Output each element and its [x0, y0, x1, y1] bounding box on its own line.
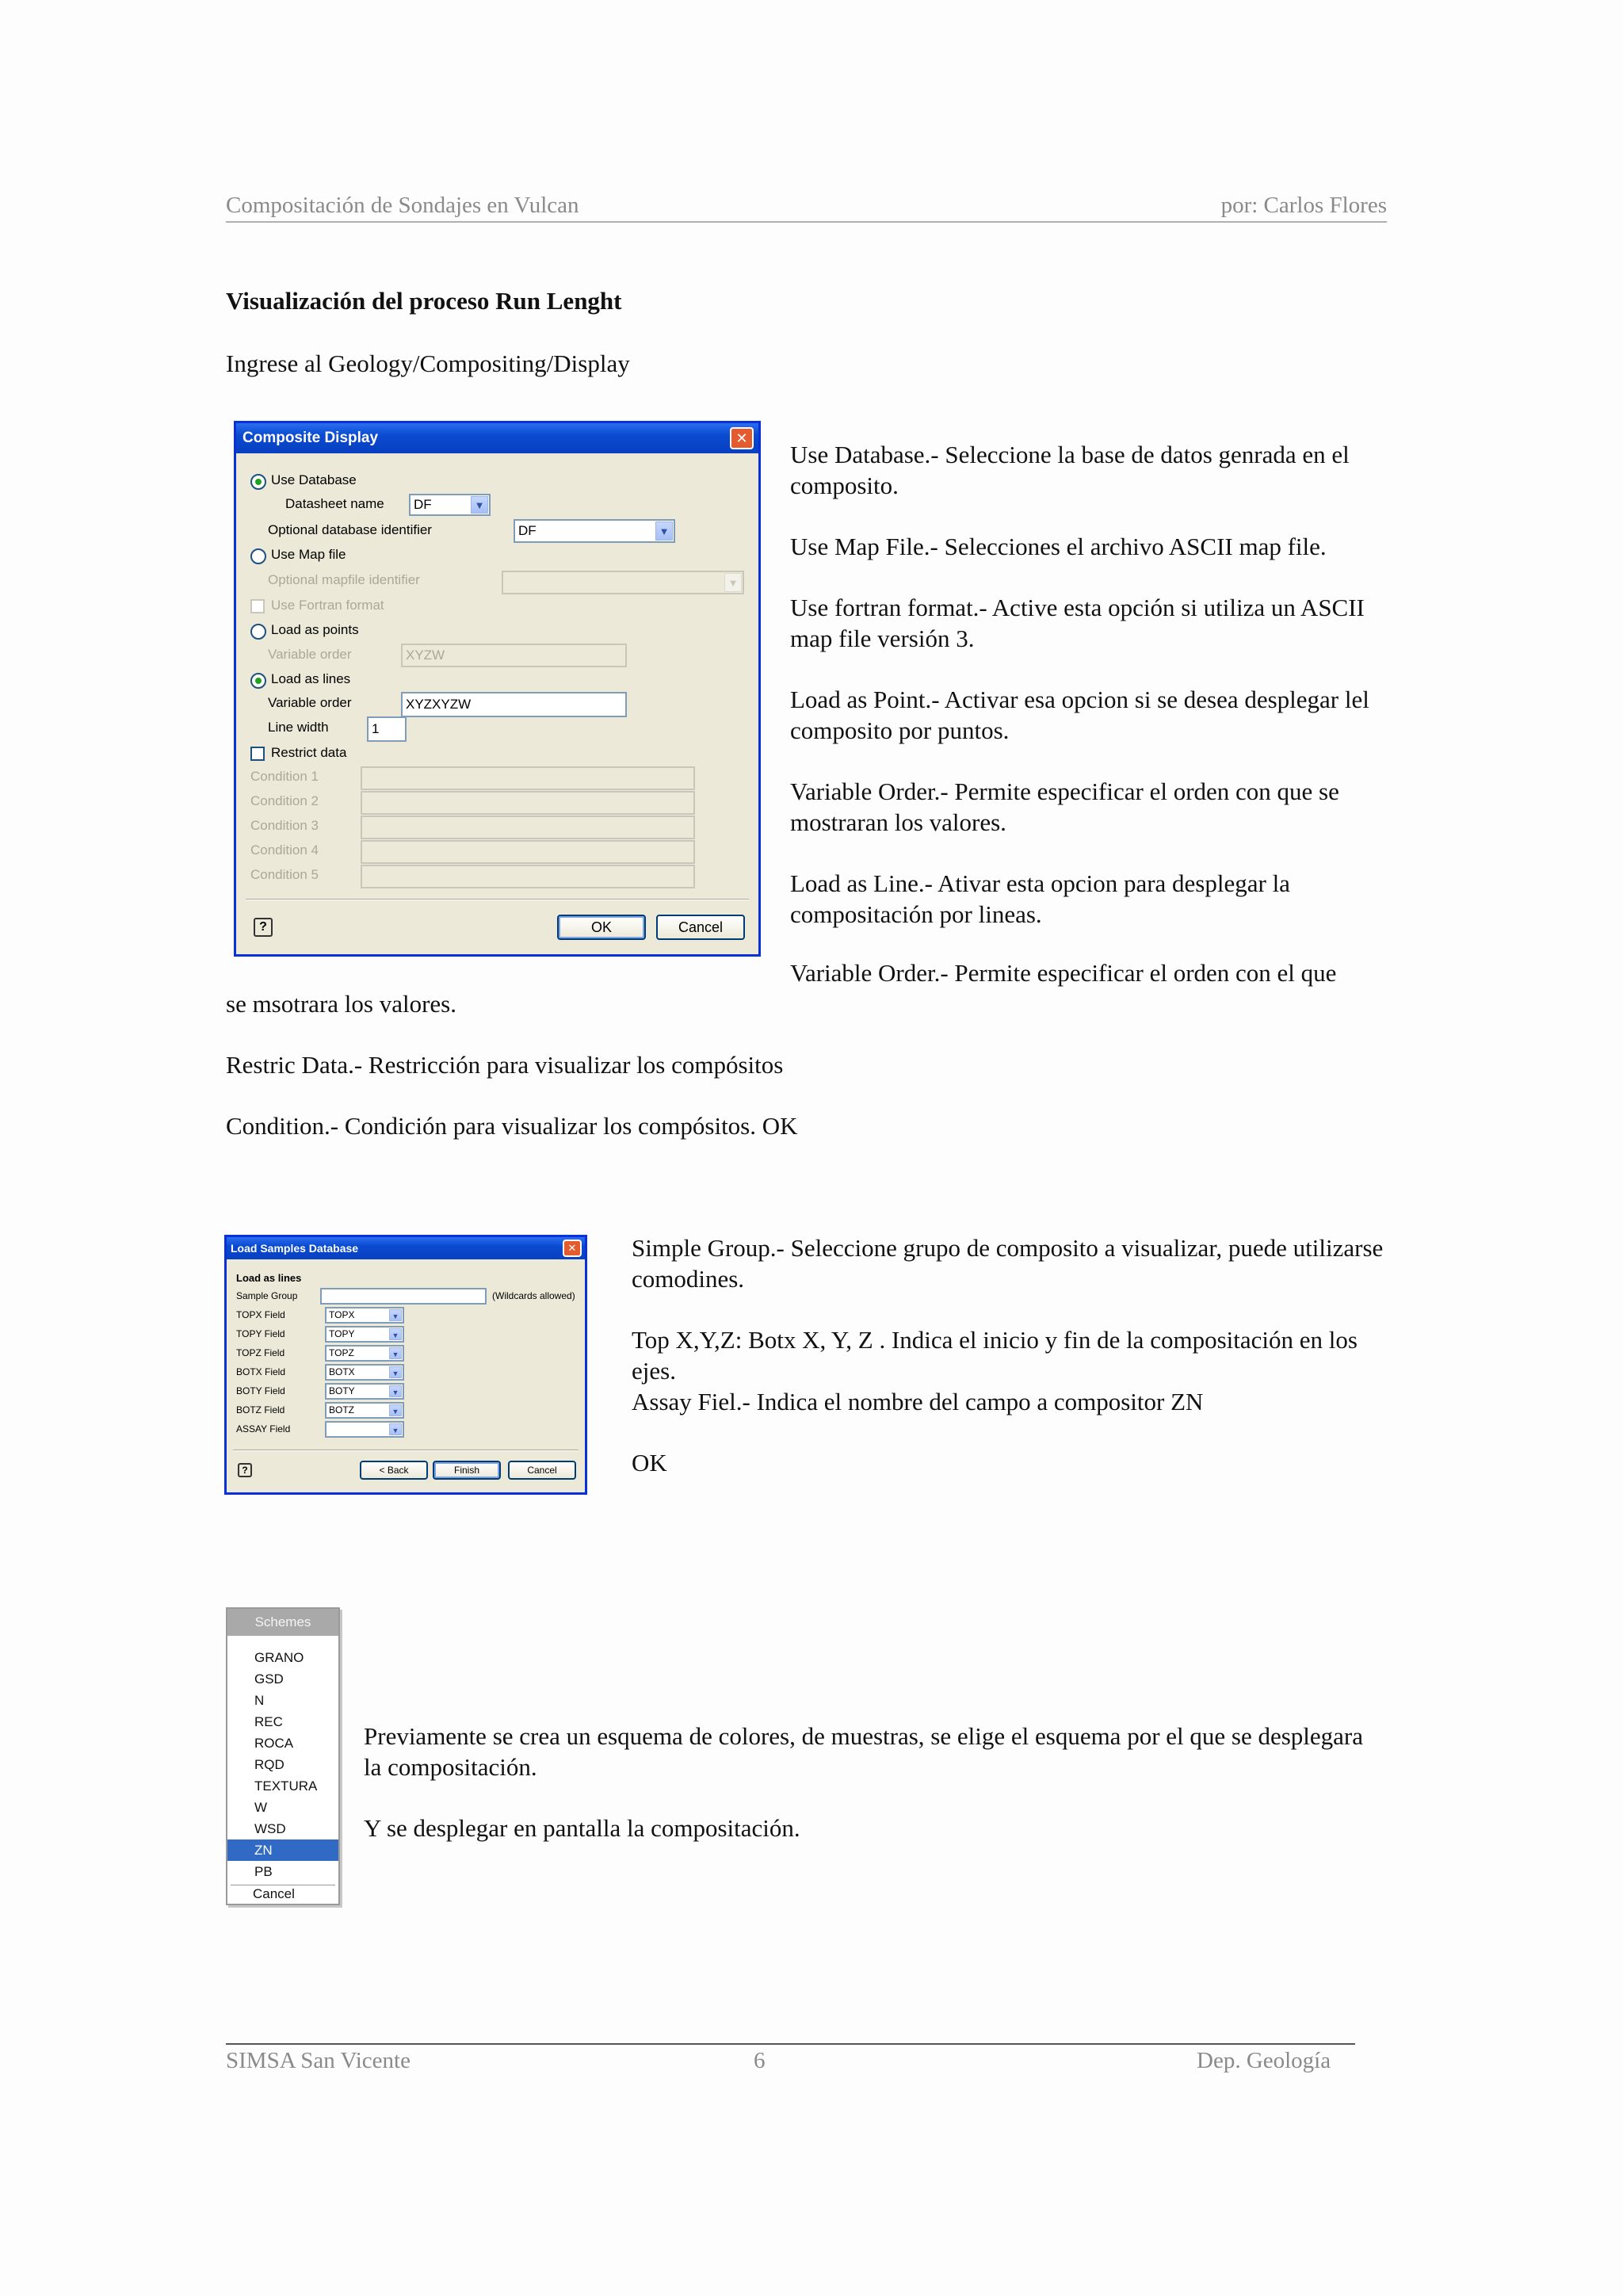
variable-order-lines-value: XYZXYZW [406, 697, 472, 712]
optional-mapfile-identifier-select[interactable] [502, 571, 744, 594]
help-icon[interactable]: ? [254, 918, 273, 937]
schemes-text-1: Previamente se crea un esquema de colores, de muestras, se elige el esquema por el que se desplegara la compositación. [364, 1722, 1364, 1781]
topy-field-value: TOPY [329, 1328, 355, 1339]
scheme-item-textura[interactable]: TEXTURA [254, 1778, 318, 1794]
section-title: Visualización del proceso Run Lenght [226, 287, 622, 315]
dialog-titlebar [227, 1237, 585, 1259]
use-map-file-label: Use Map file [271, 547, 346, 562]
use-database-text: Use Database.- Seleccione la base de datos genrada en el composito. [790, 441, 1350, 499]
condition-3-field[interactable] [361, 816, 695, 839]
scheme-item-rqd[interactable]: RQD [254, 1757, 285, 1772]
close-icon[interactable]: ✕ [730, 427, 754, 449]
schemes-menu [226, 1607, 340, 1905]
chevron-down-icon[interactable]: ▼ [389, 1347, 402, 1359]
simple-group-text: Simple Group.- Seleccione grupo de composito a visualizar, puede utilizarse comodines. [632, 1234, 1384, 1293]
footer-right: Dep. Geología [1197, 2048, 1331, 2073]
header-right: por: Carlos Flores [1220, 193, 1387, 218]
load-as-points-label: Load as points [271, 622, 359, 637]
use-database-label: Use Database [271, 472, 357, 487]
variable-order-text: Variable Order.- Permite especificar el orden con que se mostraran los valores. [790, 777, 1339, 836]
line-width-value: 1 [372, 721, 380, 736]
scheme-item-w[interactable]: W [254, 1800, 268, 1815]
scheme-item-rec[interactable]: REC [254, 1714, 283, 1729]
chevron-down-icon[interactable]: ▼ [389, 1328, 402, 1340]
botz-field-value: BOTZ [329, 1404, 354, 1415]
dialog-titlebar [236, 423, 758, 453]
boty-field-select[interactable] [325, 1383, 404, 1400]
dialog-separator [233, 1450, 579, 1451]
restrict-data-label: Restrict data [271, 745, 347, 760]
dialog-title: Load Samples Database [231, 1242, 359, 1255]
page-header [226, 193, 1387, 223]
datasheet-name-label: Datasheet name [285, 496, 384, 511]
topz-field-value: TOPZ [329, 1347, 354, 1358]
assay-field-text: Assay Fiel.- Indica el nombre del campo a compositor ZN [632, 1388, 1204, 1415]
use-database-radio[interactable] [250, 474, 266, 490]
chevron-down-icon[interactable]: ▼ [389, 1404, 402, 1416]
botx-field-label: BOTX Field [236, 1366, 286, 1377]
chevron-down-icon[interactable]: ▼ [471, 496, 488, 514]
condition-4-field[interactable] [361, 840, 695, 864]
restric-data-text: Restric Data.- Restricción para visualizar los compósitos [226, 1051, 784, 1079]
botz-field-select[interactable] [325, 1402, 404, 1419]
chevron-down-icon[interactable]: ▼ [389, 1423, 402, 1435]
botx-field-select[interactable] [325, 1364, 404, 1381]
datasheet-name-value: DF [414, 497, 432, 512]
ok-button[interactable]: OK [557, 915, 646, 940]
composite-display-dialog [234, 421, 761, 957]
load-as-line-text: Load as Line.- Ativar esta opcion para desplegar la compositación por lineas. [790, 869, 1290, 928]
optional-db-identifier-value: DF [518, 523, 537, 538]
condition-1-field[interactable] [361, 766, 695, 790]
variable-order-points-label: Variable order [268, 647, 352, 662]
botx-field-value: BOTX [329, 1366, 355, 1377]
optional-db-identifier-label: Optional database identifier [268, 522, 432, 537]
variable-order-points-field[interactable] [401, 644, 627, 667]
sample-group-label: Sample Group [236, 1290, 298, 1301]
topy-field-select[interactable] [325, 1326, 404, 1343]
condition-1-label: Condition 1 [250, 769, 319, 784]
topx-field-value: TOPX [329, 1309, 355, 1320]
condition-2-field[interactable] [361, 791, 695, 815]
intro-text: Ingrese al Geology/Compositing/Display [226, 350, 630, 377]
load-as-lines-section: Load as lines [236, 1272, 302, 1284]
scheme-cancel[interactable]: Cancel [253, 1886, 295, 1901]
topy-field-label: TOPY Field [236, 1328, 285, 1339]
restrict-data-checkbox[interactable] [250, 747, 265, 761]
dialog-title: Composite Display [242, 430, 379, 446]
scheme-item-pb[interactable]: PB [254, 1864, 273, 1879]
use-fortran-text: Use fortran format.- Active esta opción si utiliza un ASCII map file versión 3. [790, 594, 1365, 652]
composite-description [790, 439, 1408, 960]
top-xyz-text: Top X,Y,Z: Botx X, Y, Z . Indica el inicio y fin de la compositación en los ejes. [632, 1326, 1358, 1385]
chevron-down-icon[interactable]: ▼ [724, 573, 742, 592]
header-left: Compositación de Sondajes en Vulcan [226, 193, 579, 218]
use-fortran-format-label: Use Fortran format [271, 598, 384, 613]
page-number: 6 [754, 2048, 766, 2073]
sample-group-field[interactable] [320, 1288, 487, 1305]
optional-mapfile-identifier-label: Optional mapfile identifier [268, 572, 420, 587]
chevron-down-icon[interactable]: ▼ [389, 1309, 402, 1321]
condition-text: Condition.- Condición para visualizar los compósitos. OK [226, 1112, 798, 1140]
help-icon[interactable]: ? [238, 1463, 252, 1477]
scheme-item-grano[interactable]: GRANO [254, 1650, 304, 1665]
boty-field-label: BOTY Field [236, 1385, 285, 1396]
variable-order-points-value: XYZW [406, 648, 445, 663]
assay-field-label: ASSAY Field [236, 1423, 291, 1435]
variable-order-lines-field[interactable] [401, 692, 627, 717]
load-samples-dialog [224, 1235, 587, 1495]
topx-field-select[interactable] [325, 1307, 404, 1324]
schemes-menu-title: Schemes [227, 1609, 338, 1636]
topx-field-label: TOPX Field [236, 1309, 285, 1320]
datasheet-name-select[interactable] [409, 494, 491, 516]
load-as-lines-label: Load as lines [271, 671, 351, 686]
footer-rule [226, 2043, 1355, 2045]
schemes-text-2: Y se desplegar en pantalla la compositación. [364, 1814, 800, 1842]
use-map-file-text: Use Map File.- Selecciones el archivo ASCII map file. [790, 533, 1327, 560]
scheme-item-wsd[interactable]: WSD [254, 1821, 286, 1836]
scheme-item-n[interactable]: N [254, 1693, 265, 1708]
condition-2-label: Condition 2 [250, 793, 319, 808]
load-as-points-radio[interactable] [250, 624, 266, 640]
line-width-label: Line width [268, 720, 329, 735]
condition-3-label: Condition 3 [250, 818, 319, 833]
topz-field-select[interactable] [325, 1345, 404, 1362]
scheme-item-gsd[interactable]: GSD [254, 1671, 284, 1687]
use-fortran-format-checkbox[interactable] [250, 599, 265, 613]
cancel-button[interactable]: Cancel [656, 915, 745, 940]
boty-field-value: BOTY [329, 1385, 355, 1396]
wildcards-note: (Wildcards allowed) [492, 1290, 575, 1301]
cancel-button[interactable]: Cancel [508, 1461, 576, 1480]
use-map-file-radio[interactable] [250, 548, 266, 564]
schemes-description [364, 1721, 1386, 1874]
condition-5-label: Condition 5 [250, 867, 319, 882]
variable-order-line2: se msotrara los valores. [226, 990, 456, 1018]
scheme-item-zn[interactable]: ZN [227, 1839, 338, 1861]
botz-field-label: BOTZ Field [236, 1404, 285, 1415]
topz-field-label: TOPZ Field [236, 1347, 285, 1358]
variable-order-line1: Variable Order.- Permite especificar el orden con el que [790, 959, 1337, 987]
line-width-field[interactable] [367, 716, 407, 742]
samples-description [632, 1232, 1404, 1508]
condition-4-label: Condition 4 [250, 842, 319, 858]
chevron-down-icon[interactable]: ▼ [389, 1385, 402, 1397]
scheme-item-roca[interactable]: ROCA [254, 1736, 294, 1751]
assay-field-select[interactable] [325, 1421, 404, 1438]
footer-left: SIMSA San Vicente [226, 2048, 411, 2073]
chevron-down-icon[interactable]: ▼ [655, 521, 673, 541]
chevron-down-icon[interactable]: ▼ [389, 1366, 402, 1378]
dialog-separator [246, 899, 749, 900]
optional-db-identifier-select[interactable] [514, 519, 675, 543]
load-as-lines-radio[interactable] [250, 673, 266, 689]
back-button[interactable]: < Back [360, 1461, 428, 1480]
close-icon[interactable]: ✕ [563, 1240, 582, 1257]
condition-5-field[interactable] [361, 865, 695, 888]
load-as-point-text: Load as Point.- Activar esa opcion si se desea desplegar lel composito por puntos. [790, 686, 1369, 744]
variable-order-lines-label: Variable order [268, 695, 352, 710]
finish-button[interactable]: Finish [433, 1461, 501, 1480]
ok-text: OK [632, 1449, 667, 1477]
